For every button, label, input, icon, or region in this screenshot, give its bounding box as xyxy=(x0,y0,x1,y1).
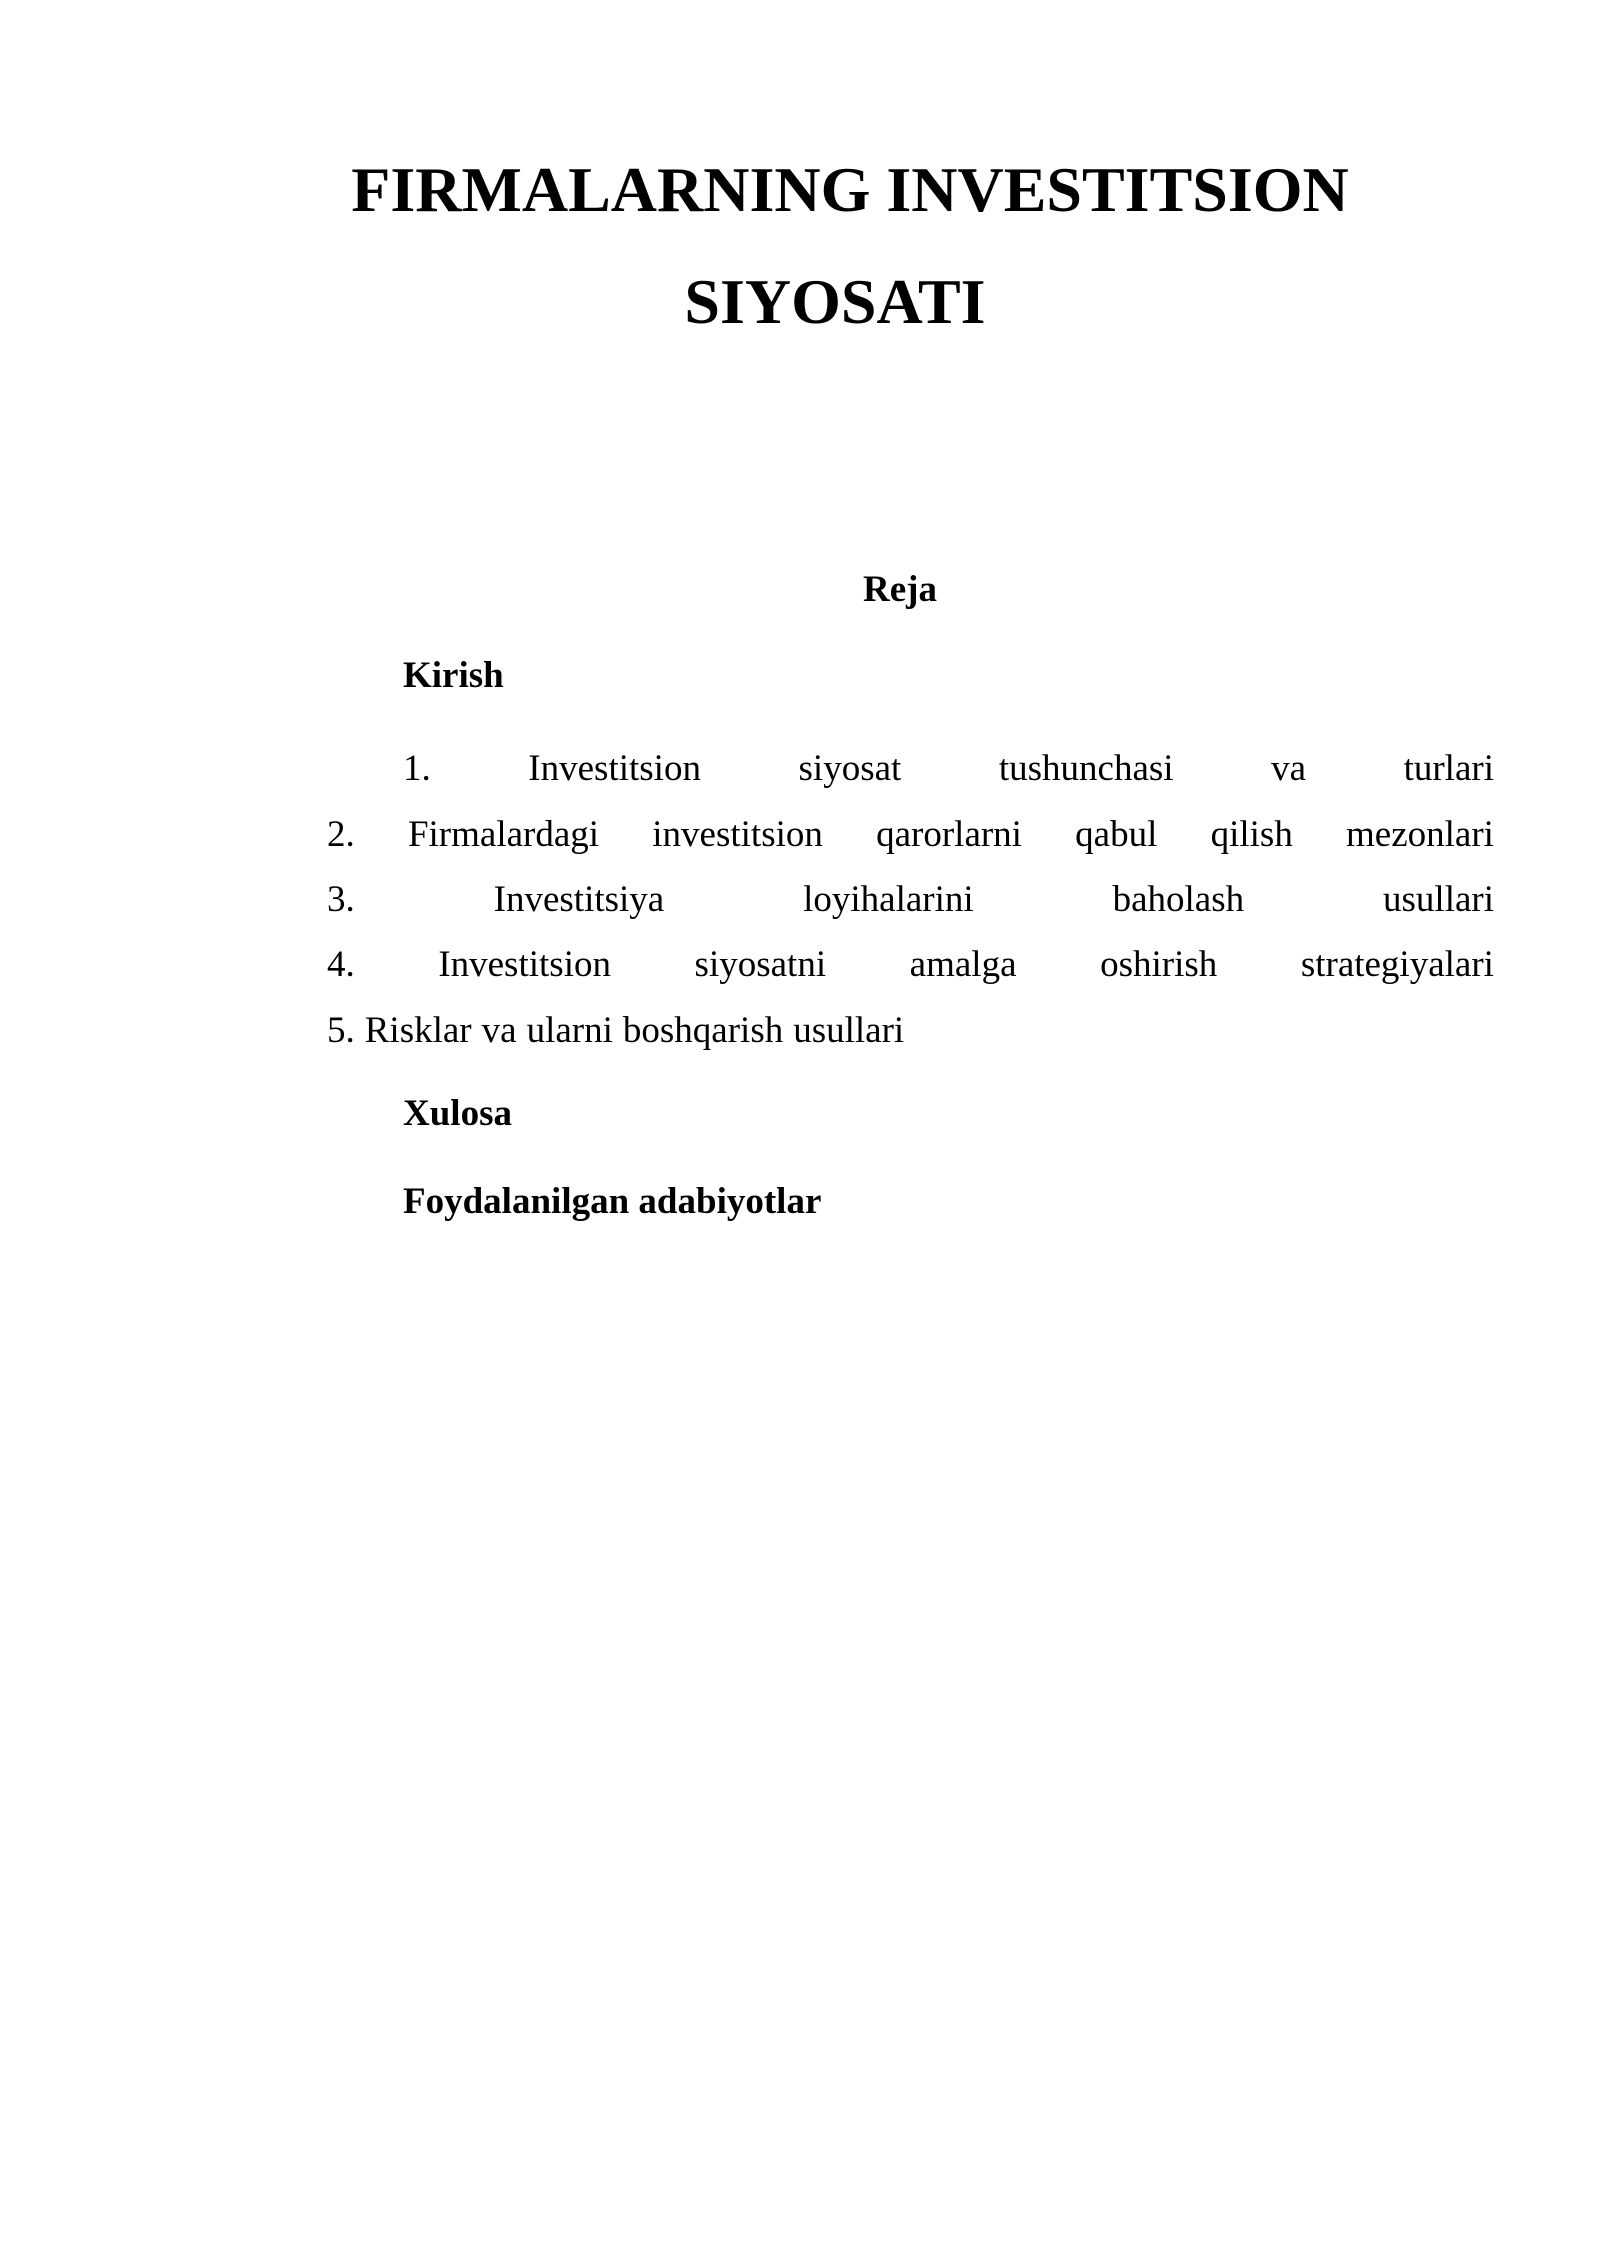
toc-word: 1. xyxy=(403,748,431,789)
toc-item-3 xyxy=(327,876,1494,924)
toc-word: loyihalarini xyxy=(803,879,974,920)
toc-word: siyosat xyxy=(798,748,902,789)
toc-word: baholash xyxy=(1112,879,1245,920)
document-title-line-2: SIYOSATI xyxy=(684,266,986,337)
toc-word: ularni xyxy=(526,1010,613,1051)
toc-word: qarorlarni xyxy=(876,814,1022,855)
document-title-line-1: FIRMALARNING INVESTITSION xyxy=(351,154,1349,225)
toc-word: tushunchasi xyxy=(998,748,1174,789)
toc-word: amalga xyxy=(909,944,1017,985)
references-heading: Foydalanilgan adabiyotlar xyxy=(403,1181,822,1222)
toc-word: mezonlari xyxy=(1346,814,1494,855)
plan-heading: Reja xyxy=(863,569,937,610)
toc-word: strategiyalari xyxy=(1300,944,1494,985)
intro-heading: Kirish xyxy=(403,655,504,696)
toc-word: Firmalardagi xyxy=(407,814,600,855)
toc-word: usullari xyxy=(793,1010,905,1051)
toc-item-4 xyxy=(327,941,1494,989)
toc-word: Risklar xyxy=(364,1010,472,1051)
toc-word: siyosatni xyxy=(694,944,827,985)
toc-word: turlari xyxy=(1403,748,1494,789)
toc-word: Investitsion xyxy=(528,748,701,789)
toc-word: oshirish xyxy=(1100,944,1218,985)
conclusion-heading: Xulosa xyxy=(403,1093,512,1134)
toc-word: usullari xyxy=(1383,879,1494,920)
toc-word: qabul xyxy=(1075,814,1158,855)
toc-word: 5. xyxy=(327,1010,355,1051)
toc-word: 2. xyxy=(327,814,355,855)
toc-word: va xyxy=(481,1010,517,1051)
toc-word: va xyxy=(1271,748,1307,789)
toc-word: 4. xyxy=(327,944,355,985)
toc-word: Investitsiya xyxy=(493,879,665,920)
toc-word: Investitsion xyxy=(438,944,611,985)
toc-word: boshqarish xyxy=(622,1010,784,1051)
toc-word: investitsion xyxy=(652,814,823,855)
toc-word: qilish xyxy=(1210,814,1293,855)
toc-word: 3. xyxy=(327,879,355,920)
toc-item-1 xyxy=(403,745,1494,793)
toc-item-2 xyxy=(327,811,1494,859)
toc-item-5 xyxy=(327,1007,1494,1055)
